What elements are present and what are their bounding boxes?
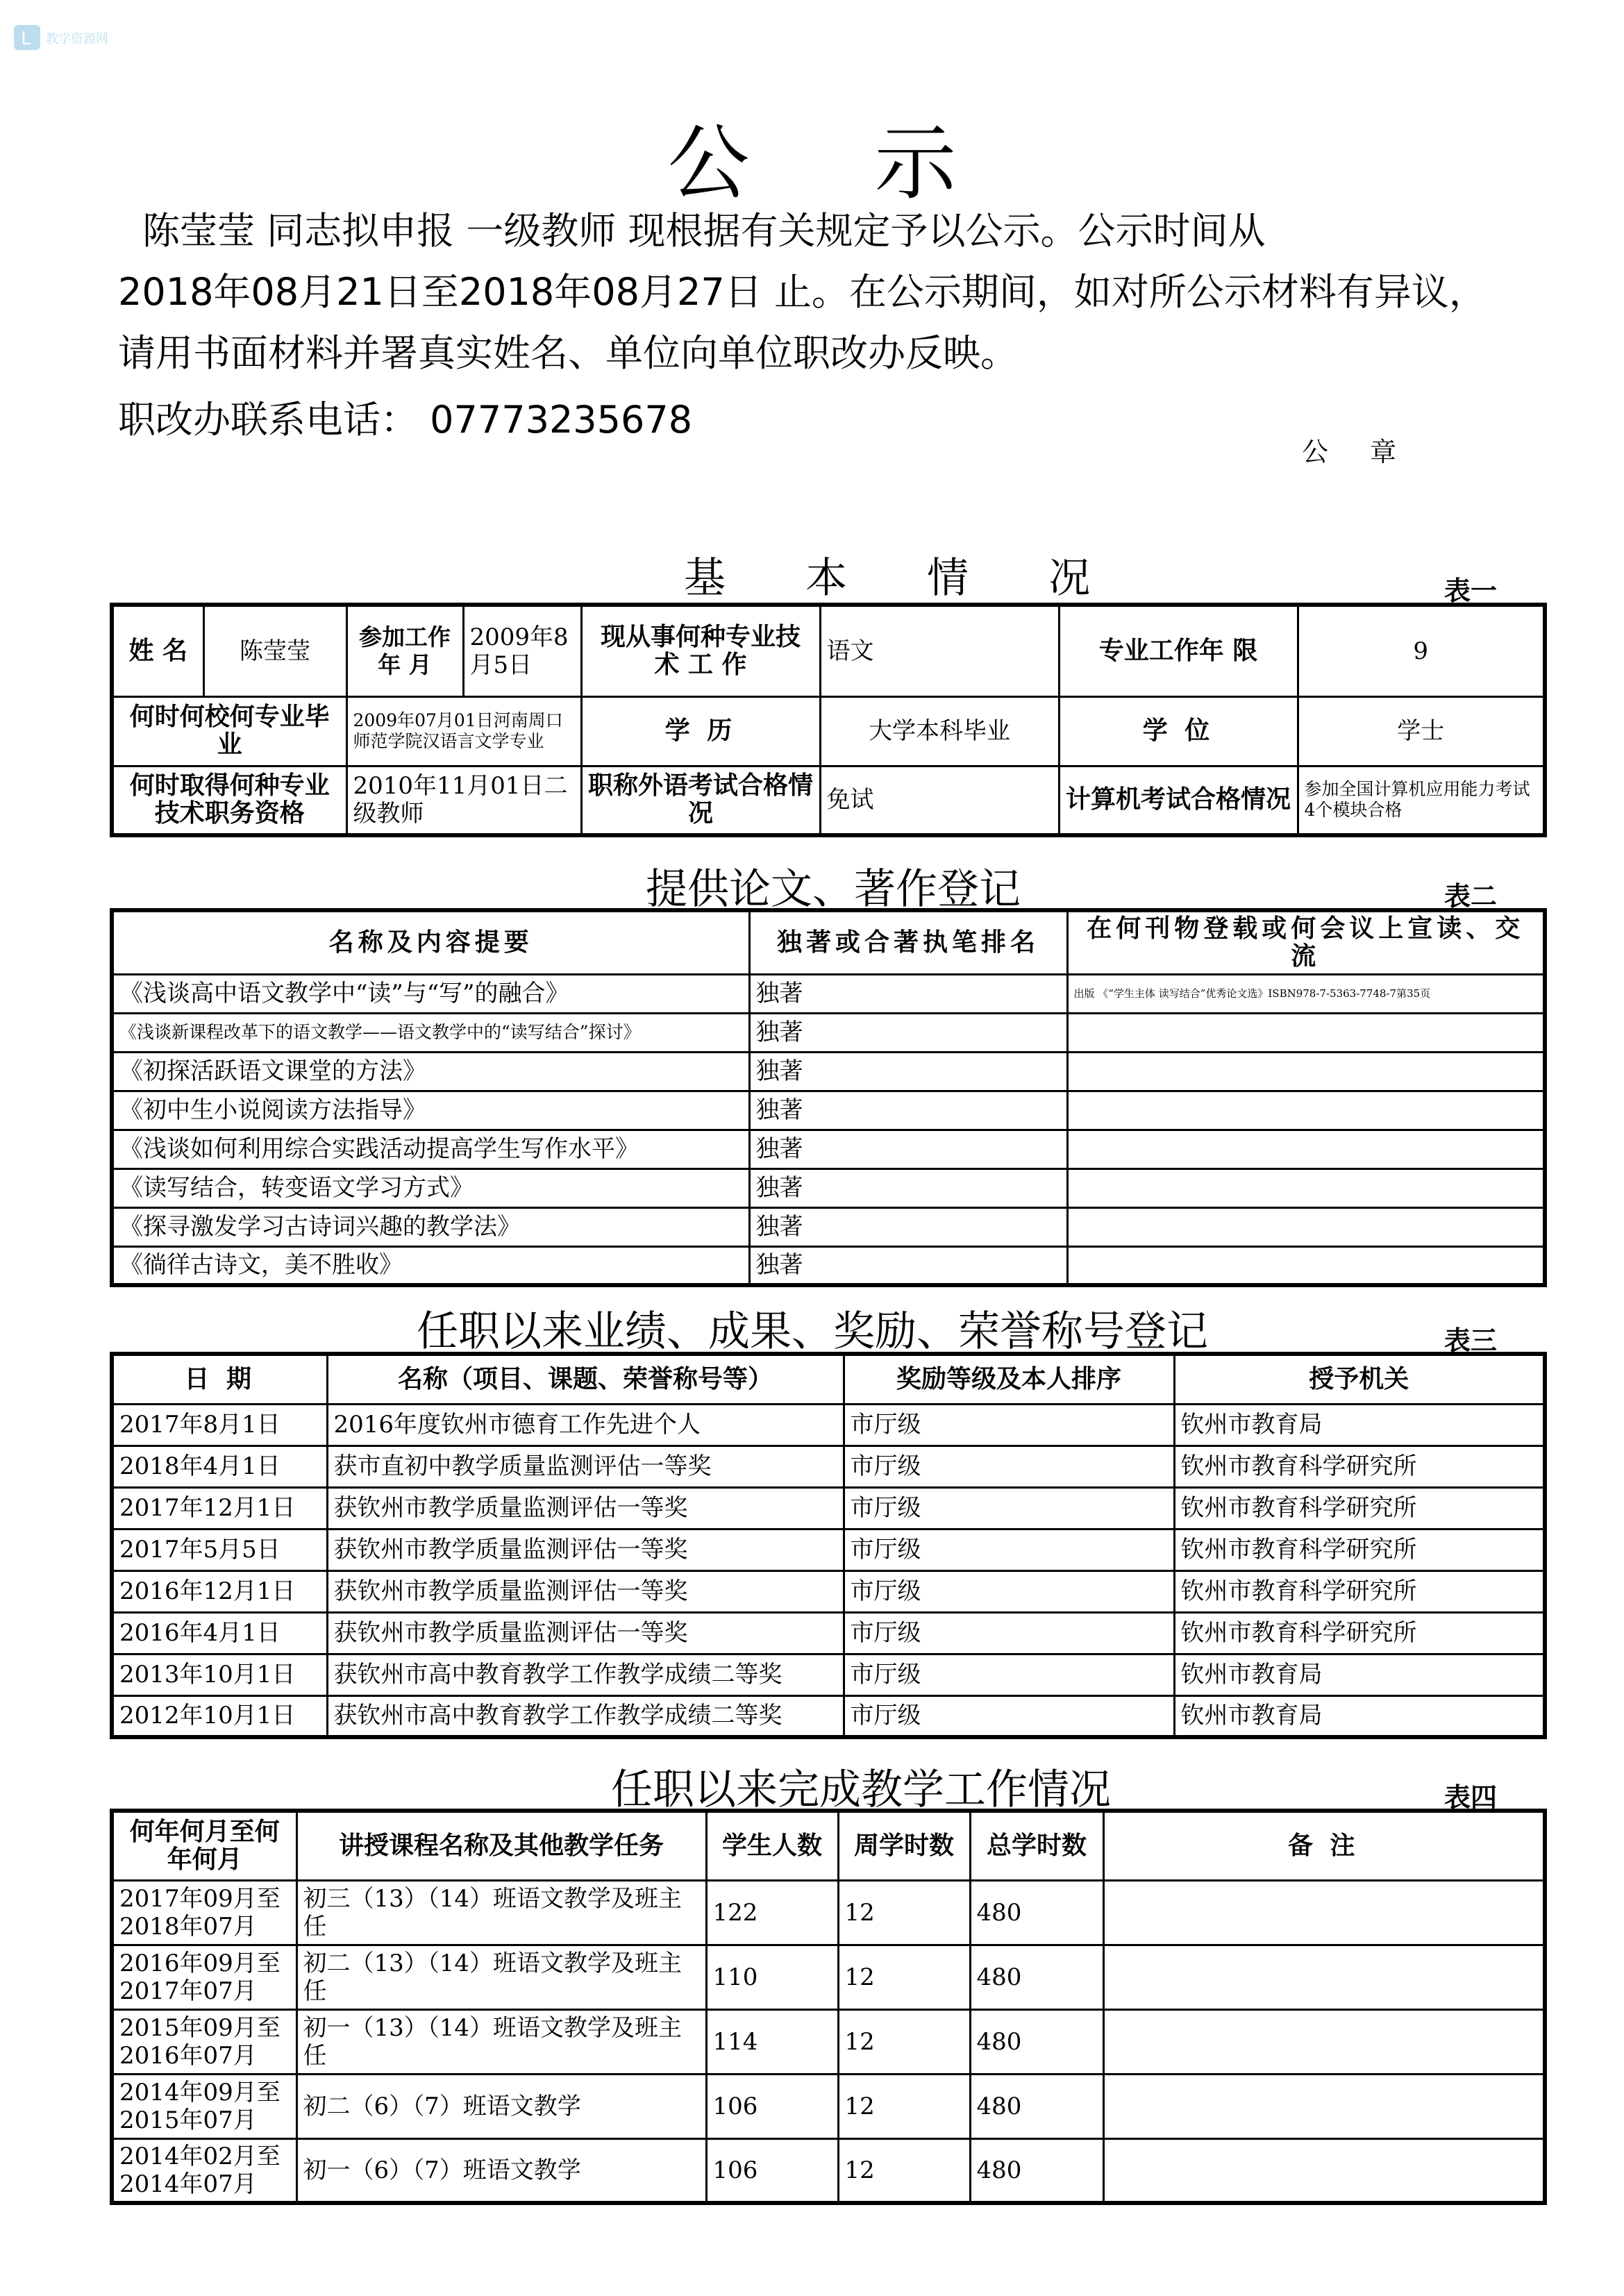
teaching-period: 2017年09月至2018年07月	[112, 1880, 296, 1945]
teaching-header-students: 学生人数	[706, 1811, 838, 1880]
papers-title: 提供论文、著作登记	[646, 865, 1021, 914]
teaching-period: 2014年02月至2014年07月	[112, 2138, 296, 2203]
award-date: 2013年10月1日	[112, 1654, 327, 1695]
paper-title: 《浅谈新课程改革下的语文教学——语文教学中的“读写结合”探讨》	[112, 1013, 749, 1052]
paper-publication	[1067, 1091, 1545, 1130]
computer-exam-value: 参加全国计算机应用能力考试4个模块合格	[1298, 766, 1545, 835]
qualification-value: 2010年11月01日二级教师	[346, 766, 581, 835]
teaching-weekly-hours: 12	[838, 2009, 970, 2074]
awards-header-issuer: 授予机关	[1174, 1354, 1545, 1404]
award-level: 市厅级	[844, 1570, 1174, 1612]
name-value: 陈莹莹	[203, 605, 346, 696]
current-specialty-value: 语文	[820, 605, 1059, 696]
graduation-label: 何时何校何专业毕 业	[112, 696, 346, 766]
award-date: 2017年5月5日	[112, 1529, 327, 1570]
table-row	[112, 1612, 1545, 1654]
join-work-date: 2009年8月5日	[463, 605, 581, 696]
award-level: 市厅级	[844, 1404, 1174, 1446]
teaching-remarks	[1103, 2074, 1545, 2138]
table-3-number: 表三	[1444, 1325, 1498, 1356]
work-years-label: 专业工作年 限	[1059, 605, 1298, 696]
award-level: 市厅级	[844, 1487, 1174, 1529]
award-date: 2017年8月1日	[112, 1404, 327, 1446]
paper-publication	[1067, 1052, 1545, 1091]
teaching-students: 114	[706, 2009, 838, 2074]
paper-publication	[1067, 1207, 1545, 1246]
contact-phone: 职改办联系电话： 07773235678	[118, 398, 693, 442]
foreign-language-value: 免试	[820, 766, 1059, 835]
teaching-weekly-hours: 12	[838, 1945, 970, 2009]
table-row	[112, 1446, 1545, 1487]
award-issuer: 钦州市教育局	[1174, 1695, 1545, 1737]
award-name: 获钦州市高中教育教学工作教学成绩二等奖	[327, 1695, 844, 1737]
teaching-students: 106	[706, 2074, 838, 2138]
award-level: 市厅级	[844, 1446, 1174, 1487]
award-level: 市厅级	[844, 1612, 1174, 1654]
paper-publication: 出版 《“学生主体 读写结合”优秀论文选》ISBN978-7-5363-7748-7第35页	[1067, 974, 1545, 1013]
paper-publication	[1067, 1246, 1545, 1285]
table-row	[112, 1695, 1545, 1737]
logo-text: 教学资源网	[46, 32, 108, 47]
teaching-header-remarks: 备 注	[1103, 1811, 1545, 1880]
award-issuer: 钦州市教育科学研究所	[1174, 1570, 1545, 1612]
paper-author: 独著	[749, 1013, 1067, 1052]
paper-author: 独著	[749, 1091, 1067, 1130]
table-row	[112, 1246, 1545, 1285]
degree-label: 学 位	[1059, 696, 1298, 766]
award-date: 2018年4月1日	[112, 1446, 327, 1487]
award-date: 2017年12月1日	[112, 1487, 327, 1529]
paper-author: 独著	[749, 974, 1067, 1013]
teaching-header-weekly-hours: 周学时数	[838, 1811, 970, 1880]
intro-line-2: 2018年08月21日至2018年08月27日 止。在公示期间，如对所公示材料有异议，	[118, 270, 1487, 314]
table-row	[112, 1130, 1545, 1168]
work-years-value: 9	[1298, 605, 1545, 696]
teaching-remarks	[1103, 1945, 1545, 2009]
table-row	[112, 1168, 1545, 1207]
page-title: 公示	[667, 115, 1082, 211]
teaching-header-course: 讲授课程名称及其他教学任务	[296, 1811, 706, 1880]
paper-title: 《初探活跃语文课堂的方法》	[112, 1052, 749, 1091]
award-name: 获市直初中教学质量监测评估一等奖	[327, 1446, 844, 1487]
award-issuer: 钦州市教育科学研究所	[1174, 1529, 1545, 1570]
award-level: 市厅级	[844, 1654, 1174, 1695]
current-specialty-label: 现从事何种专业技 术 工 作	[581, 605, 820, 696]
paper-title: 《读写结合，转变语文学习方式》	[112, 1168, 749, 1207]
table-row	[112, 1091, 1545, 1130]
teaching-weekly-hours: 12	[838, 1880, 970, 1945]
table-row	[112, 1570, 1545, 1612]
table-row	[112, 2074, 1545, 2138]
paper-title: 《徜徉古诗文，美不胜收》	[112, 1246, 749, 1285]
award-name: 获钦州市教学质量监测评估一等奖	[327, 1612, 844, 1654]
intro-line-3: 请用书面材料并署真实姓名、单位向单位职改办反映。	[118, 331, 1018, 375]
awards-table	[110, 1352, 1547, 1739]
award-name: 2016年度钦州市德育工作先进个人	[327, 1404, 844, 1446]
award-date: 2016年12月1日	[112, 1570, 327, 1612]
award-name: 获钦州市教学质量监测评估一等奖	[327, 1487, 844, 1529]
paper-author: 独著	[749, 1207, 1067, 1246]
teaching-course: 初一（6）（7）班语文教学	[296, 2138, 706, 2203]
table-row	[112, 1487, 1545, 1529]
table-row	[112, 1529, 1545, 1570]
paper-publication	[1067, 1130, 1545, 1168]
awards-header-level: 奖励等级及本人排序	[844, 1354, 1174, 1404]
teaching-course: 初一（13）（14）班语文教学及班主任	[296, 2009, 706, 2074]
paper-author: 独著	[749, 1052, 1067, 1091]
teaching-remarks	[1103, 2009, 1545, 2074]
awards-header-date: 日 期	[112, 1354, 327, 1404]
teaching-weekly-hours: 12	[838, 2138, 970, 2203]
basic-info-title: 基 本 情 况	[684, 554, 1124, 603]
paper-author: 独著	[749, 1246, 1067, 1285]
table-row	[112, 1052, 1545, 1091]
graduation-value: 2009年07月01日河南周口师范学院汉语言文学专业	[346, 696, 581, 766]
teaching-students: 110	[706, 1945, 838, 2009]
paper-author: 独著	[749, 1130, 1067, 1168]
teaching-period: 2016年09月至2017年07月	[112, 1945, 296, 2009]
computer-exam-label: 计算机考试合格情况	[1059, 766, 1298, 835]
papers-header-author: 独著或合著执笔排名	[749, 910, 1067, 974]
teaching-remarks	[1103, 2138, 1545, 2203]
paper-title: 《探寻激发学习古诗词兴趣的教学法》	[112, 1207, 749, 1246]
teaching-students: 106	[706, 2138, 838, 2203]
papers-header-publication: 在何刊物登载或何会议上宣读、交流	[1067, 910, 1545, 974]
teaching-course: 初三（13）（14）班语文教学及班主任	[296, 1880, 706, 1945]
official-seal-label: 公章	[1302, 437, 1439, 467]
foreign-language-label: 职称外语考试合格情况	[581, 766, 820, 835]
paper-title: 《浅谈如何利用综合实践活动提高学生写作水平》	[112, 1130, 749, 1168]
table-row	[112, 1013, 1545, 1052]
table-1-number: 表一	[1444, 576, 1498, 606]
award-issuer: 钦州市教育科学研究所	[1174, 1446, 1545, 1487]
award-level: 市厅级	[844, 1529, 1174, 1570]
award-issuer: 钦州市教育局	[1174, 1654, 1545, 1695]
teaching-total-hours: 480	[970, 2138, 1103, 2203]
teaching-total-hours: 480	[970, 2009, 1103, 2074]
education-value: 大学本科毕业	[820, 696, 1059, 766]
award-issuer: 钦州市教育科学研究所	[1174, 1487, 1545, 1529]
table-row	[112, 1945, 1545, 2009]
teaching-course: 初二（6）（7）班语文教学	[296, 2074, 706, 2138]
table-row	[112, 974, 1545, 1013]
papers-header-name: 名称及内容提要	[112, 910, 749, 974]
table-row	[112, 2138, 1545, 2203]
education-label: 学 历	[581, 696, 820, 766]
table-4-number: 表四	[1444, 1782, 1498, 1813]
intro-line-1: 陈莹莹 同志拟申报 一级教师 现根据有关规定予以公示。公示时间从	[142, 209, 1266, 253]
teaching-total-hours: 480	[970, 2074, 1103, 2138]
svg-text:L: L	[21, 28, 31, 49]
teaching-total-hours: 480	[970, 1880, 1103, 1945]
award-name: 获钦州市教学质量监测评估一等奖	[327, 1529, 844, 1570]
teaching-header-period: 何年何月至何年何月	[112, 1811, 296, 1880]
paper-title: 《浅谈高中语文教学中“读”与“写”的融合》	[112, 974, 749, 1013]
qualification-label: 何时取得何种专业技术职务资格	[112, 766, 346, 835]
teaching-period: 2015年09月至2016年07月	[112, 2009, 296, 2074]
award-level: 市厅级	[844, 1695, 1174, 1737]
table-row	[112, 1404, 1545, 1446]
awards-header-name: 名称（项目、课题、荣誉称号等）	[327, 1354, 844, 1404]
table-2-number: 表二	[1444, 881, 1498, 912]
table-row	[112, 2009, 1545, 2074]
teaching-period: 2014年09月至2015年07月	[112, 2074, 296, 2138]
award-issuer: 钦州市教育科学研究所	[1174, 1612, 1545, 1654]
award-date: 2012年10月1日	[112, 1695, 327, 1737]
teaching-remarks	[1103, 1880, 1545, 1945]
teaching-course: 初二（13）（14）班语文教学及班主任	[296, 1945, 706, 2009]
award-name: 获钦州市高中教育教学工作教学成绩二等奖	[327, 1654, 844, 1695]
degree-value: 学士	[1298, 696, 1545, 766]
teaching-table	[110, 1809, 1547, 2205]
name-label: 姓 名	[112, 605, 203, 696]
awards-title: 任职以来业绩、成果、奖励、荣誉称号登记	[417, 1307, 1208, 1356]
paper-publication	[1067, 1168, 1545, 1207]
join-work-label: 参加工作年 月	[346, 605, 463, 696]
basic-info-table	[110, 603, 1547, 837]
teaching-total-hours: 480	[970, 1945, 1103, 2009]
teaching-header-total-hours: 总学时数	[970, 1811, 1103, 1880]
table-row	[112, 1880, 1545, 1945]
award-date: 2016年4月1日	[112, 1612, 327, 1654]
teaching-students: 122	[706, 1880, 838, 1945]
teaching-weekly-hours: 12	[838, 2074, 970, 2138]
paper-publication	[1067, 1013, 1545, 1052]
teaching-title: 任职以来完成教学工作情况	[611, 1766, 1111, 1814]
paper-author: 独著	[749, 1168, 1067, 1207]
papers-table	[110, 908, 1547, 1287]
paper-title: 《初中生小说阅读方法指导》	[112, 1091, 749, 1130]
award-name: 获钦州市教学质量监测评估一等奖	[327, 1570, 844, 1612]
watermark-logo	[12, 21, 158, 54]
award-issuer: 钦州市教育局	[1174, 1404, 1545, 1446]
table-row	[112, 1207, 1545, 1246]
table-row	[112, 1654, 1545, 1695]
